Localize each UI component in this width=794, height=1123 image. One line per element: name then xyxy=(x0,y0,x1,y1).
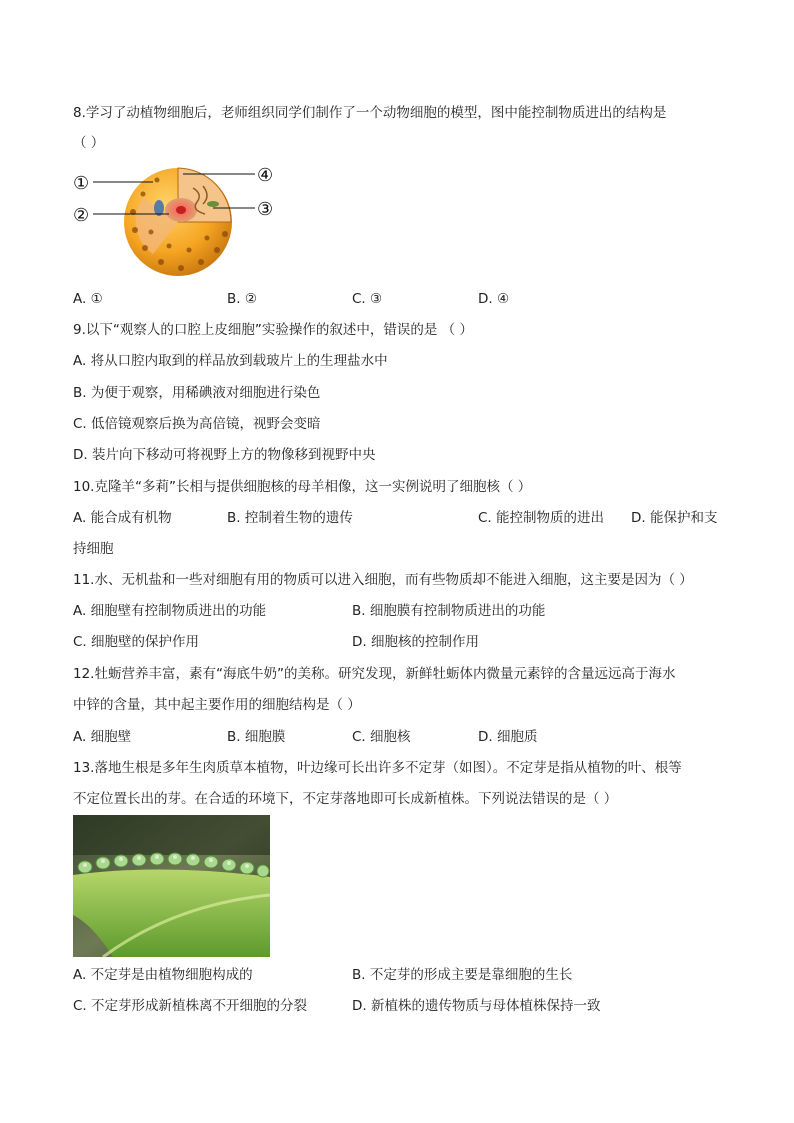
q11-stem: 11.水、无机盐和一些对细胞有用的物质可以进入细胞，而有些物质却不能进入细胞，这主要是因为（ ） xyxy=(73,572,693,588)
q8-option-b[interactable]: B. ② xyxy=(227,291,257,307)
q10-option-b[interactable]: B. 控制着生物的遗传 xyxy=(227,510,353,526)
kalanchoe-leaf-photo xyxy=(73,815,270,957)
q11-option-d[interactable]: D. 细胞核的控制作用 xyxy=(352,634,479,650)
q13-option-b[interactable]: B. 不定芽的形成主要是靠细胞的生长 xyxy=(352,967,573,983)
label-4: ④ xyxy=(257,165,274,186)
q11-option-c[interactable]: C. 细胞壁的保护作用 xyxy=(73,634,200,650)
q9-option-c[interactable]: C. 低倍镜观察后换为高倍镜，视野会变暗 xyxy=(73,416,321,432)
q10-option-d-cont: 持细胞 xyxy=(73,541,114,557)
q9-stem: 9.以下“观察人的口腔上皮细胞”实验操作的叙述中，错误的是 （ ） xyxy=(73,322,473,338)
q8-stem: 8.学习了动植物细胞后，老师组织同学们制作了一个动物细胞的模型，图中能控制物质进出的结构是 xyxy=(73,105,667,121)
label-1: ① xyxy=(73,173,90,194)
q12-stem-line1: 12.牡蛎营养丰富，素有“海底牛奶”的美称。研究发现，新鲜牡蛎体内微量元素锌的含量远远高于海水 xyxy=(73,666,676,682)
animal-cell-model-figure xyxy=(73,158,283,278)
q13-stem-line2: 不定位置长出的芽。在合适的环境下，不定芽落地即可长成新植株。下列说法错误的是（ ） xyxy=(73,791,618,807)
q13-stem-line1: 13.落地生根是多年生肉质草本植物，叶边缘可长出许多不定芽（如图）。不定芽是指从植物的叶、根等 xyxy=(73,760,682,776)
q12-option-a[interactable]: A. 细胞壁 xyxy=(73,729,132,745)
q10-stem: 10.克隆羊“多莉”长相与提供细胞核的母羊相像，这一实例说明了细胞核（ ） xyxy=(73,479,532,495)
q12-option-b[interactable]: B. 细胞膜 xyxy=(227,729,286,745)
q13-option-a[interactable]: A. 不定芽是由植物细胞构成的 xyxy=(73,967,253,983)
q13-option-d[interactable]: D. 新植株的遗传物质与母体植株保持一致 xyxy=(352,998,601,1014)
q11-option-b[interactable]: B. 细胞膜有控制物质进出的功能 xyxy=(352,603,546,619)
q13-option-c[interactable]: C. 不定芽形成新植株离不开细胞的分裂 xyxy=(73,998,308,1014)
label-2: ② xyxy=(73,205,90,226)
q11-option-a[interactable]: A. 细胞壁有控制物质进出的功能 xyxy=(73,603,267,619)
q12-stem-line2: 中锌的含量，其中起主要作用的细胞结构是（ ） xyxy=(73,697,361,713)
q9-option-a[interactable]: A. 将从口腔内取到的样品放到载玻片上的生理盐水中 xyxy=(73,353,388,369)
q10-option-a[interactable]: A. 能合成有机物 xyxy=(73,510,172,526)
q8-option-a[interactable]: A. ① xyxy=(73,291,103,307)
q12-option-c[interactable]: C. 细胞核 xyxy=(352,729,411,745)
q10-option-d[interactable]: D. 能保护和支 xyxy=(631,510,718,526)
q12-option-d[interactable]: D. 细胞质 xyxy=(478,729,538,745)
q8-option-d[interactable]: D. ④ xyxy=(478,291,510,307)
label-3: ③ xyxy=(257,199,274,220)
q9-option-b[interactable]: B. 为便于观察，用稀碘液对细胞进行染色 xyxy=(73,385,321,401)
q8-option-c[interactable]: C. ③ xyxy=(352,291,383,307)
q9-option-d[interactable]: D. 装片向下移动可将视野上方的物像移到视野中央 xyxy=(73,447,376,463)
q10-option-c[interactable]: C. 能控制物质的进出 xyxy=(478,510,605,526)
q8-paren: （ ） xyxy=(73,135,105,151)
